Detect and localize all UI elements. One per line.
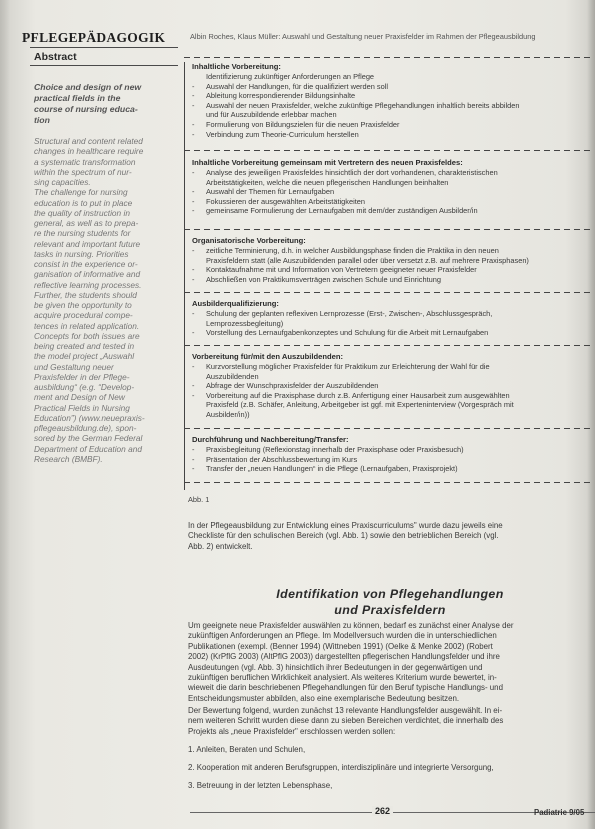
- paragraph-3-line: nem weiteren Schritt wurden diese dann zu sieben Bereichen verdichtet, die innerhalb des: [188, 716, 504, 726]
- figure-section-title: Ausbilderqualifizierung:: [192, 299, 279, 308]
- section-heading-line-1: Identifikation von Pflegehandlungen: [276, 587, 504, 601]
- figure-section-title: Organisatorische Vorbereitung:: [192, 236, 306, 245]
- figure-section-divider: [184, 150, 594, 151]
- paragraph-3: [188, 706, 592, 737]
- figure-section-item: [192, 101, 592, 111]
- abstract-lead-line: tion: [34, 115, 50, 125]
- item-text: Ausbilder/in)): [206, 409, 250, 419]
- figure-section: [192, 352, 592, 420]
- abstract-body-line: the quality of instruction in: [34, 207, 130, 218]
- list-item-2: 2. Kooperation mit anderen Berufsgruppen, interdisziplinäre und integrierte Versorgung,: [188, 763, 494, 772]
- item-dash: -: [192, 91, 195, 101]
- item-text: Identifizierung zukünftiger Anforderungen an Pflege: [206, 72, 375, 81]
- abstract-body-line: Praxisfelder in der Pflege-: [34, 371, 130, 382]
- item-dash: [192, 410, 206, 420]
- item-dash: -: [192, 328, 195, 338]
- figure-section-item: [192, 410, 592, 420]
- paragraph-2-line: 2002) (KrPflG 2003) (AltPflG 2003)) dargestellten pflegerischen Handlungsfelder und ihre: [188, 652, 500, 662]
- item-text: und für Auszubildende erlebbar machen: [206, 110, 337, 120]
- journal-title: PFLEGEPÄDAGOGIK: [22, 30, 166, 45]
- item-text: Kontaktaufnahme mit und Information von Vertretern geeigneter neuer Praxisfelder: [206, 265, 477, 275]
- abstract-body-line: general, as well as to prepa-: [34, 218, 139, 228]
- item-dash: -: [192, 265, 195, 275]
- item-text: Schulung der geplanten reflexiven Lernprozesse (Erst-, Zwischen-, Abschlussgespräch,: [206, 309, 493, 318]
- figure-section-title: Inhaltliche Vorbereitung:: [192, 62, 281, 71]
- paragraph-2-line: Publikationen (exempl. (Benner 1994) (Wittneben 1991) (Oelke & Menke 2002) (Robert: [188, 641, 493, 651]
- intro-paragraph: [188, 521, 592, 552]
- running-head: Albin Roches, Klaus Müller: Auswahl und Gestaltung neuer Praxisfelder im Rahmen der Pflegeausbildung: [190, 32, 536, 41]
- paragraph-2-line: Um geeignete neue Praxisfelder auswählen zu können, bedarf es zunächst einer Analyse der: [188, 621, 514, 630]
- abstract-body-line: within the spectrum of nur-: [34, 166, 132, 177]
- page-number: 262: [372, 806, 393, 816]
- abstract-body-line: Further, the students should: [34, 289, 137, 300]
- figure-section-item: [192, 91, 592, 101]
- abstract-body-line: ment and Design of New: [34, 392, 125, 403]
- figure-section-item: [192, 464, 592, 474]
- figure-section: [192, 435, 592, 474]
- figure-section-item: [192, 197, 592, 207]
- figure-section-item: [192, 265, 592, 275]
- item-dash: -: [192, 246, 195, 255]
- figure-section-item: [192, 206, 592, 216]
- abstract-body-line: the model project „Auswahl: [34, 351, 135, 362]
- figure-section-item: [192, 372, 592, 382]
- intro-paragraph-line: In der Pflegeausbildung zur Entwicklung eines Praxiscurriculums" wurde dazu jeweils eine: [188, 521, 503, 530]
- item-text: Abschließen von Praktikumsverträgen zwischen Schule und Einrichtung: [206, 274, 441, 284]
- figure-section-divider: [184, 229, 594, 230]
- abstract-heading: Abstract: [34, 51, 77, 63]
- item-dash: -: [192, 362, 195, 371]
- figure-section-item: [192, 178, 592, 188]
- item-text: Praxisfeldern statt (alle Auszubildenden parallel oder über versetzt z.B. auf mehrere Praxisphasen): [206, 255, 529, 265]
- abstract-body-line: be given the opportunity to: [34, 300, 132, 310]
- item-text: Lernprozessbegleitung): [206, 318, 284, 328]
- section-heading-line-2: und Praxisfeldern: [334, 603, 446, 617]
- abstract-body-line: relevant and important future: [34, 238, 141, 249]
- item-dash: -: [192, 206, 195, 216]
- paragraph-2-line: wieweit die darin beschriebenen Pflegehandlungen für den Beruf typische Handlungs- und: [188, 683, 503, 693]
- item-dash: -: [192, 309, 195, 318]
- abstract-body-line: being created and tested in: [34, 341, 135, 351]
- item-text: Auswahl der neuen Praxisfelder, welche zukünftige Pflegehandlungen inhaltlich bereits abbilden: [206, 100, 520, 110]
- figure-section-item: [192, 82, 592, 92]
- item-dash: -: [192, 390, 195, 400]
- figure-section-item: [192, 187, 592, 197]
- figure-section: [192, 299, 592, 338]
- item-text: Kurzvorstellung möglicher Praxisfelder für Praktikum zur Erleichterung der Wahl für die: [206, 362, 490, 371]
- item-text: Abfrage der Wunschpraxisfelder der Auszubildenden: [206, 381, 379, 391]
- figure-section-item: [192, 381, 592, 391]
- abstract-body-line: Practical Fields in Nursing: [34, 402, 130, 413]
- item-text: Präsentation der Abschlussbewertung im Kurs: [206, 454, 358, 464]
- figure-section-item: [192, 391, 592, 401]
- intro-paragraph-line: Checkliste für den schulischen Bereich (vgl. Abb. 1) sowie den betrieblichen Bereich (vgl.: [188, 531, 499, 541]
- item-text: Fokussieren der ausgewählten Arbeitstätigkeiten: [206, 196, 365, 206]
- paragraph-2: [188, 621, 592, 704]
- abstract-body-line: pflegeausbildung.de), spon-: [34, 423, 137, 433]
- figure-section-title: Durchführung und Nachbereitung/Transfer:: [192, 435, 349, 444]
- item-dash: -: [192, 454, 195, 464]
- item-dash: [192, 110, 206, 120]
- figure-section-item: [192, 72, 592, 82]
- abstract-body-line: Structural and content related: [34, 136, 143, 146]
- abstract-body-line: sored by the German Federal: [34, 433, 143, 444]
- figure-section-divider: [184, 482, 594, 483]
- figure-section: [192, 236, 592, 284]
- figure-section-item: [192, 275, 592, 285]
- figure-section-title: Vorbereitung für/mit den Auszubildenden:: [192, 352, 344, 361]
- figure-section: [192, 158, 592, 216]
- figure-section-item: [192, 120, 592, 130]
- item-dash: -: [192, 381, 195, 391]
- item-dash: -: [192, 119, 195, 129]
- item-dash: -: [192, 81, 195, 91]
- item-dash: [192, 319, 206, 329]
- intro-paragraph-line: Abb. 2) entwickelt.: [188, 541, 253, 551]
- section-heading: [188, 586, 592, 618]
- figure-section-divider: [184, 428, 594, 429]
- abstract-body-line: education is to put in place: [34, 197, 133, 208]
- item-text: Praxisfeld (z.B. Schäfer, Anleitung, Arbeitgeber ist ggf. mit Experteninterview (Vorgespräch mit: [206, 400, 514, 410]
- list-item-1: 1. Anleiten, Beraten und Schulen,: [188, 745, 306, 754]
- item-dash: [192, 256, 206, 266]
- sidebar-rule-bottom: [30, 65, 178, 66]
- item-text: Analyse des jeweiligen Praxisfeldes hinsichtlich der dort vorhandenen, charakteristischen: [206, 168, 498, 177]
- abstract-lead-line: practical fields in the: [34, 93, 121, 103]
- abstract-body-line: ausbildung“ (e.g. “Develop-: [34, 382, 135, 392]
- abstract-lead-line: course of nursing educa-: [34, 104, 138, 114]
- item-dash: [192, 178, 206, 188]
- figure-label: Abb. 1: [188, 495, 210, 504]
- item-text: Praxisbegleitung (Reflexionstag innerhalb der Praxisphase oder Praxisbesuch): [206, 445, 464, 454]
- abstract-body-line: re the nursing students for: [34, 228, 131, 239]
- item-dash: -: [192, 168, 195, 177]
- figure-section-item: [192, 256, 592, 266]
- abstract-body-line: a systematic transformation: [34, 156, 136, 167]
- item-text: gemeinsame Formulierung der Lernaufgaben mit dem/der zuständigen Ausbilder/in: [206, 206, 478, 216]
- abstract-body-line: reflective learning processes.: [34, 279, 142, 290]
- abstract-body-line: Education”) (www.neuepraxis-: [34, 412, 145, 423]
- figure-section-item: [192, 362, 592, 372]
- figure-left-rule: [184, 62, 185, 490]
- item-dash: -: [192, 129, 195, 139]
- figure-section-item: [192, 309, 592, 319]
- abstract-lead: [34, 82, 172, 126]
- abstract-body-line: consist in the experience or-: [34, 259, 138, 269]
- abstract-body-line: ganisation of informative and: [34, 269, 141, 280]
- figure-section-divider: [184, 57, 594, 58]
- item-text: Vorstellung des Lernaufgabenkonzeptes und Schulung für die Arbeit mit Lernaufgaben: [206, 328, 489, 338]
- abstract-body-line: changes in healthcare require: [34, 146, 144, 157]
- abstract-body-line: Department of Education and: [34, 443, 142, 454]
- item-text: Formulierung von Bildungszielen für die neuen Praxisfelder: [206, 119, 400, 129]
- abstract-lead-line: Choice and design of new: [34, 82, 142, 92]
- item-text: Vorbereitung auf die Praxisphase durch z.B. Anfertigung einer Hausarbeit zum ausgewählten: [206, 390, 510, 400]
- item-text: Auswahl der Handlungen, für die qualifiziert werden soll: [206, 81, 388, 91]
- item-dash: [192, 72, 206, 82]
- abstract-body-line: tasks in nursing. Priorities: [34, 248, 129, 259]
- scan-shadow-left: [0, 0, 10, 829]
- abstract-body-line: und Gestaltung neuer: [34, 361, 114, 372]
- figure-section-item: [192, 110, 592, 120]
- paragraph-3-line: Der Bewertung folgend, wurden zunächst 13 relevante Handlungsfelder ausgewählt. In ei-: [188, 706, 503, 715]
- item-text: zeitliche Terminierung, d.h. in welcher Ausbildungsphase finden die Praktika in den neuen: [206, 246, 499, 255]
- item-dash: -: [192, 274, 195, 284]
- item-text: Transfer der „neuen Handlungen“ in die Pflege (Lernaufgaben, Praxisprojekt): [206, 464, 458, 474]
- abstract-body-line: tences in related application.: [34, 320, 140, 331]
- paragraph-3-line: Projekts als „neue Praxisfelder" erschlossen werden sollen:: [188, 726, 396, 736]
- abstract-body-line: Research (BMBF).: [34, 453, 103, 464]
- figure-section-item: [192, 445, 592, 455]
- footer-journal: Padiatrie 9/05: [534, 808, 585, 817]
- figure-section-item: [192, 455, 592, 465]
- item-text: Ableitung korrespondierender Bildungsinhalte: [206, 91, 356, 101]
- abstract-body-line: acquire procedural compe-: [34, 310, 133, 321]
- item-dash: -: [192, 187, 195, 197]
- paragraph-2-line: zukünftigen Anforderungen an Pflege. Im Modellversuch wurden die in unterschiedlichen: [188, 631, 497, 641]
- item-dash: [192, 400, 206, 410]
- figure-section-item: [192, 130, 592, 140]
- figure-section-item: [192, 400, 592, 410]
- figure-section-item: [192, 168, 592, 178]
- item-dash: -: [192, 445, 195, 454]
- item-dash: -: [192, 196, 195, 206]
- figure-section-divider: [184, 292, 594, 293]
- paragraph-2-line: Ausdeutungen (vgl. Abb. 3) hinsichtlich ihrer Bedeutungen in der gegenwärtigen und: [188, 662, 483, 672]
- figure-section-item: [192, 246, 592, 256]
- figure-section-title: Inhaltliche Vorbereitung gemeinsam mit Vertretern des neuen Praxisfeldes:: [192, 158, 463, 167]
- abstract-body: [34, 136, 174, 464]
- figure-section-divider: [184, 345, 594, 346]
- abstract-body-line: The challenge for nursing: [34, 187, 128, 198]
- item-dash: [192, 372, 206, 382]
- paragraph-2-line: Entscheidungsmuster abbilden, also eine exemplarische Bedeutung besitzen.: [188, 693, 460, 703]
- figure-section: [192, 62, 592, 139]
- item-text: Auswahl der Themen für Lernaufgaben: [206, 187, 335, 197]
- abstract-body-line: Concepts for both issues are: [34, 330, 140, 341]
- item-dash: -: [192, 464, 195, 474]
- item-text: Arbeitstätigkeiten, welche die neuen pflegerischen Handlungen beinhalten: [206, 177, 449, 187]
- item-text: Verbindung zum Theorie-Curriculum herstellen: [206, 129, 359, 139]
- item-text: Auszubildenden: [206, 371, 259, 381]
- abstract-body-line: sing capacities.: [34, 177, 91, 187]
- sidebar-rule-top: [30, 47, 178, 48]
- paragraph-2-line: zukünftigen beruflichen Wirklichkeit analysiert. Als weiteres Kriterium wurde bewertet, in-: [188, 673, 497, 683]
- item-dash: -: [192, 100, 195, 110]
- figure-section-item: [192, 328, 592, 338]
- list-item-3: 3. Betreuung in der letzten Lebensphase,: [188, 781, 333, 790]
- figure-section-item: [192, 319, 592, 329]
